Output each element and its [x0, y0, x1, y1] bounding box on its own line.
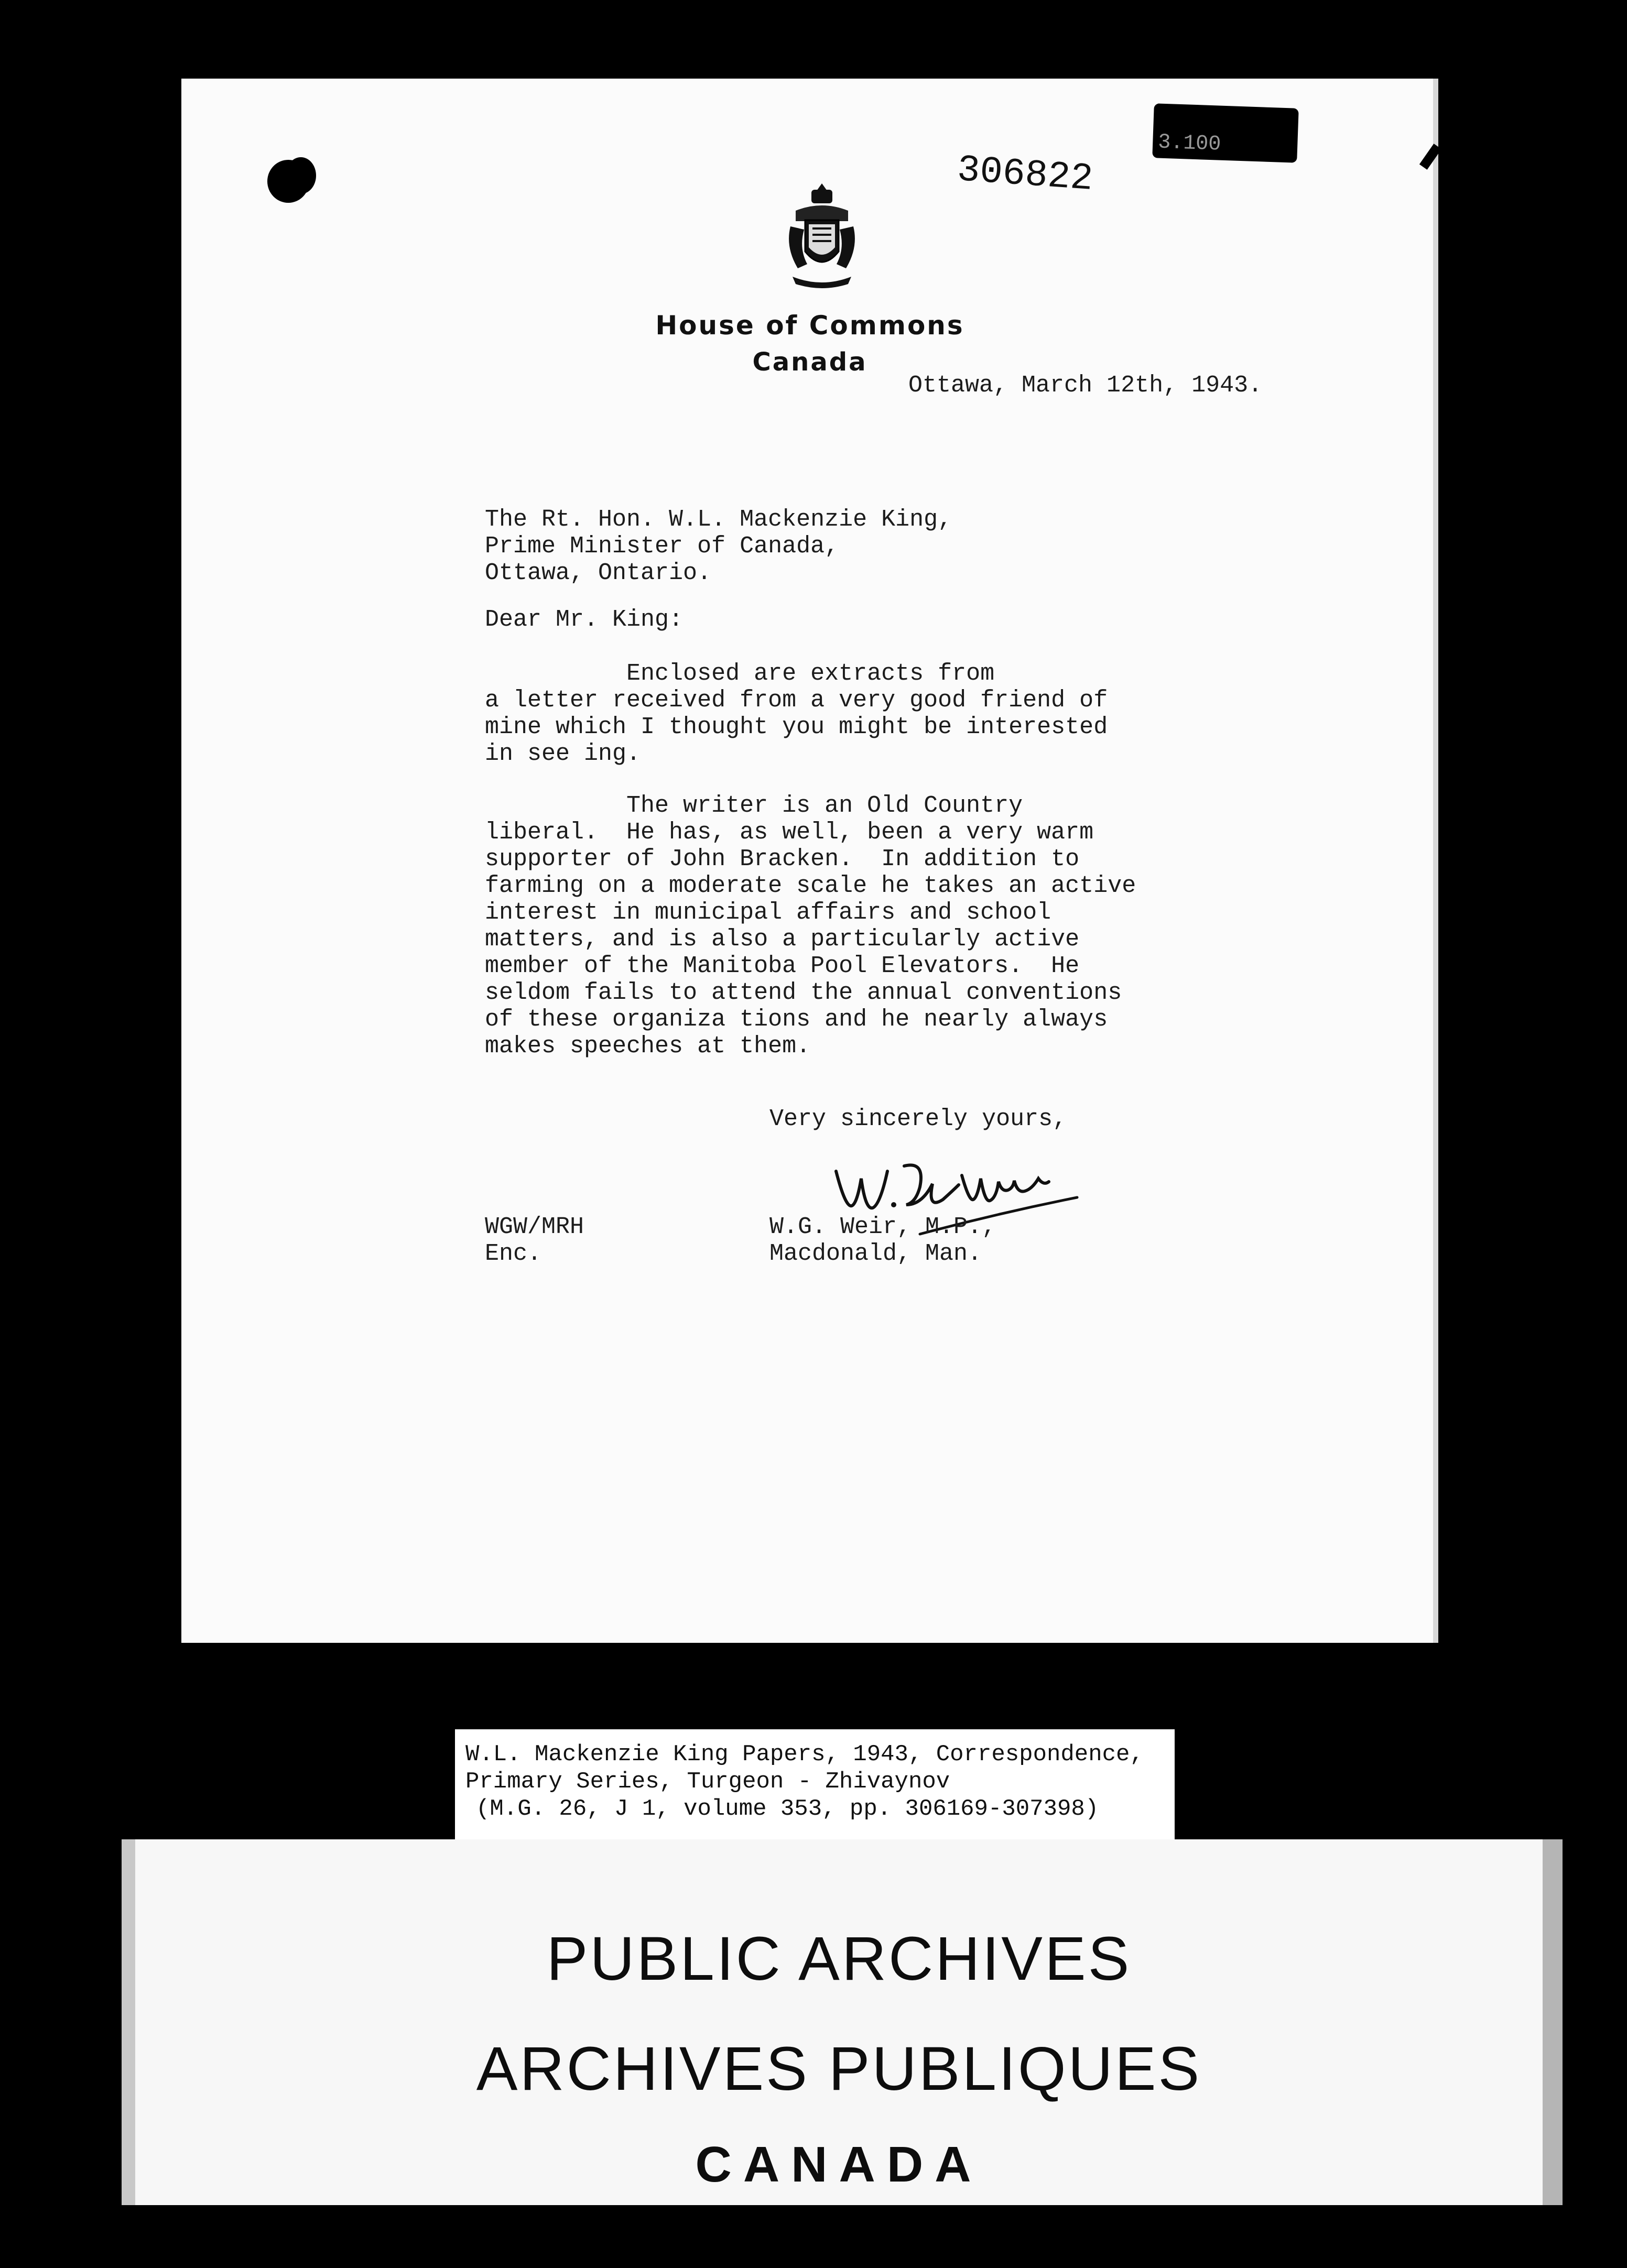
- body-line: of these organiza tions and he nearly always: [485, 1006, 1108, 1033]
- enclosure-note: Enc.: [485, 1240, 542, 1267]
- body-line: interest in municipal affairs and school: [485, 899, 1051, 926]
- coat-of-arms-icon: [780, 179, 864, 289]
- body-line: supporter of John Bracken. In addition to: [485, 846, 1080, 873]
- body-line: makes speeches at them.: [485, 1033, 811, 1060]
- body-line: matters, and is also a particularly active: [485, 926, 1080, 953]
- body-line: mine which I thought you might be interested: [485, 714, 1108, 740]
- recipient-address: [485, 506, 952, 586]
- paragraph-1: [485, 660, 1108, 767]
- stamp-line-french: ARCHIVES PUBLIQUES: [476, 2034, 1202, 2103]
- letter-date: Ottawa, March 12th, 1943.: [908, 372, 1263, 399]
- catalog-line: (M.G. 26, J 1, volume 353, pp. 306169-307398): [476, 1796, 1099, 1822]
- signer-name: W.G. Weir, M.P.,: [769, 1214, 996, 1240]
- archive-tag: [1152, 103, 1298, 163]
- paragraph-2: [485, 792, 1136, 1060]
- archive-stamp: [122, 1839, 1563, 2205]
- catalog-line: Primary Series, Turgeon - Zhivaynov: [465, 1769, 950, 1795]
- body-line: in see ing.: [485, 740, 641, 767]
- salutation: Dear Mr. King:: [485, 606, 684, 633]
- archive-number: 306822: [956, 148, 1094, 201]
- body-line: a letter received from a very good friend of: [485, 687, 1108, 714]
- signer-location: Macdonald, Man.: [769, 1240, 982, 1267]
- reference-block: [485, 1214, 584, 1267]
- body-line: The writer is an Old Country: [485, 792, 1023, 819]
- address-line: Ottawa, Ontario.: [485, 560, 712, 586]
- stamp-line-english: PUBLIC ARCHIVES: [546, 1924, 1132, 1993]
- punch-hole: [286, 157, 316, 194]
- letterhead-country: Canada: [752, 347, 867, 377]
- catalog-label: [455, 1729, 1175, 1839]
- letterhead-title: House of Commons: [655, 310, 964, 341]
- body-line: liberal. He has, as well, been a very warm: [485, 819, 1094, 846]
- catalog-line: W.L. Mackenzie King Papers, 1943, Correspondence,: [465, 1741, 1144, 1768]
- closing: Very sincerely yours,: [769, 1106, 1067, 1132]
- address-line: Prime Minister of Canada,: [485, 533, 839, 560]
- body-line: farming on a moderate scale he takes an active: [485, 873, 1136, 899]
- reference-initials: WGW/MRH: [485, 1214, 584, 1240]
- signer-block: [769, 1214, 996, 1267]
- tag-number: 3.100: [1157, 130, 1222, 157]
- body-line: seldom fails to attend the annual conventions: [485, 979, 1122, 1006]
- body-line: member of the Manitoba Pool Elevators. He: [485, 953, 1080, 979]
- stamp-line-country: CANADA: [695, 2136, 983, 2193]
- body-line: Enclosed are extracts from: [485, 660, 995, 687]
- address-line: The Rt. Hon. W.L. Mackenzie King,: [485, 506, 952, 533]
